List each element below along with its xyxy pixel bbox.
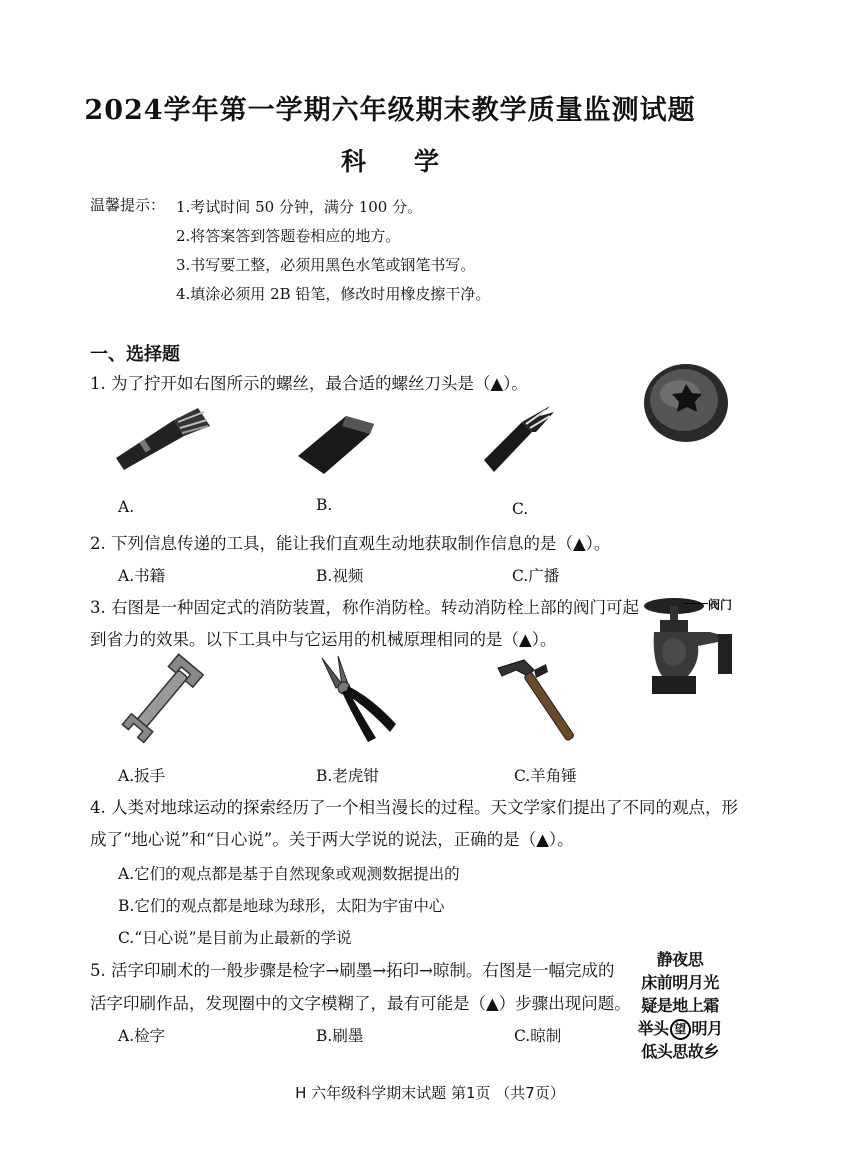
question-2-stem: 2. 下列信息传递的工具，能让我们直观生动地获取制作信息的是（▲）。: [90, 534, 611, 553]
tips-label: 温馨提示：: [90, 196, 166, 214]
question-4-stem-line-2: 成了“地心说”和“日心说”。关于两大学说的说法，正确的是（▲）。: [90, 830, 574, 849]
page-footer: H 六年级科学期末试题 第1页 （共7页）: [295, 1084, 565, 1102]
valve-label: 阀门: [708, 598, 733, 612]
question-4-option-a[interactable]: A.它们的观点都是基于自然现象或观测数据提出的: [118, 865, 460, 883]
poem-line-4: 低头思故乡: [641, 1042, 719, 1061]
poem-line-3: [622, 1017, 738, 1040]
question-1-option-a[interactable]: A.: [118, 498, 135, 516]
torx-screw-image: [640, 360, 732, 446]
question-1-stem: 1. 为了拧开如右图所示的螺丝，最合适的螺丝刀头是（▲）。: [90, 374, 528, 393]
question-5-option-c[interactable]: C.晾制: [514, 1027, 562, 1045]
question-1-option-c[interactable]: C.: [512, 500, 529, 518]
poem-line-3-before: 举头: [637, 1019, 669, 1038]
question-3-option-a[interactable]: A.扳手: [118, 767, 166, 785]
movable-type-print: [622, 948, 738, 1063]
flat-bit-image: [296, 404, 380, 476]
exam-title: 2024学年第一学期六年级期末教学质量监测试题: [84, 95, 696, 126]
question-5-option-a[interactable]: A.检字: [118, 1027, 166, 1045]
question-3-stem-line-2: 到省力的效果。以下工具中与它运用的机械原理相同的是（▲）。: [90, 630, 557, 649]
pliers-image: [312, 654, 402, 750]
question-1-option-b[interactable]: B.: [316, 496, 333, 514]
question-4-stem-line-1: 4. 人类对地球运动的探索经历了一个相当漫长的过程。天文学家们提出了不同的观点，形: [90, 798, 738, 817]
subject-title: 科学: [340, 147, 487, 176]
question-5-stem-line-1: 5. 活字印刷术的一般步骤是检字→刷墨→拓印→晾制。右图是一幅完成的: [90, 961, 615, 980]
question-2-option-b[interactable]: B.视频: [316, 567, 364, 585]
section-title: 一、选择题: [90, 344, 180, 365]
question-3-stem-line-1: 3. 右图是一种固定式的消防装置，称作消防栓。转动消防栓上部的阀门可起: [90, 598, 639, 617]
question-4-option-c[interactable]: C.“日心说”是目前为止最新的学说: [118, 929, 352, 947]
tip-item: 4.填涂必须用 2B 铅笔，修改时用橡皮擦干净。: [176, 285, 491, 303]
poem-circled-character: 望: [670, 1019, 691, 1040]
wrench-image: [116, 652, 208, 746]
tip-item: 2.将答案答到答题卷相应的地方。: [176, 227, 401, 245]
valve-pointer-line: [684, 603, 708, 604]
question-3-option-c[interactable]: C.羊角锤: [514, 767, 577, 785]
tip-item: 3.书写要工整，必须用黑色水笔或钢笔书写。: [176, 256, 476, 274]
question-5-stem-line-2: 活字印刷作品，发现圈中的文字模糊了，最有可能是（▲）步骤出现问题。: [90, 994, 631, 1013]
claw-hammer-image: [494, 656, 576, 752]
question-2-option-a[interactable]: A.书籍: [118, 567, 166, 585]
question-4-option-b[interactable]: B.它们的观点都是地球为球形，太阳为宇宙中心: [118, 897, 445, 915]
poem-title: 静夜思: [656, 950, 704, 969]
poem-line-3-after: 明月: [691, 1019, 723, 1038]
poem-line-2: 疑是地上霜: [641, 996, 719, 1015]
question-5-option-b[interactable]: B.刷墨: [316, 1027, 364, 1045]
phillips-bit-image: [480, 402, 556, 476]
tip-item: 1.考试时间 50 分钟，满分 100 分。: [176, 198, 423, 216]
question-3-option-b[interactable]: B.老虎钳: [316, 767, 379, 785]
torx-bit-image: [112, 400, 212, 474]
poem-line-1: 床前明月光: [641, 973, 719, 992]
question-2-option-c[interactable]: C.广播: [512, 567, 560, 585]
